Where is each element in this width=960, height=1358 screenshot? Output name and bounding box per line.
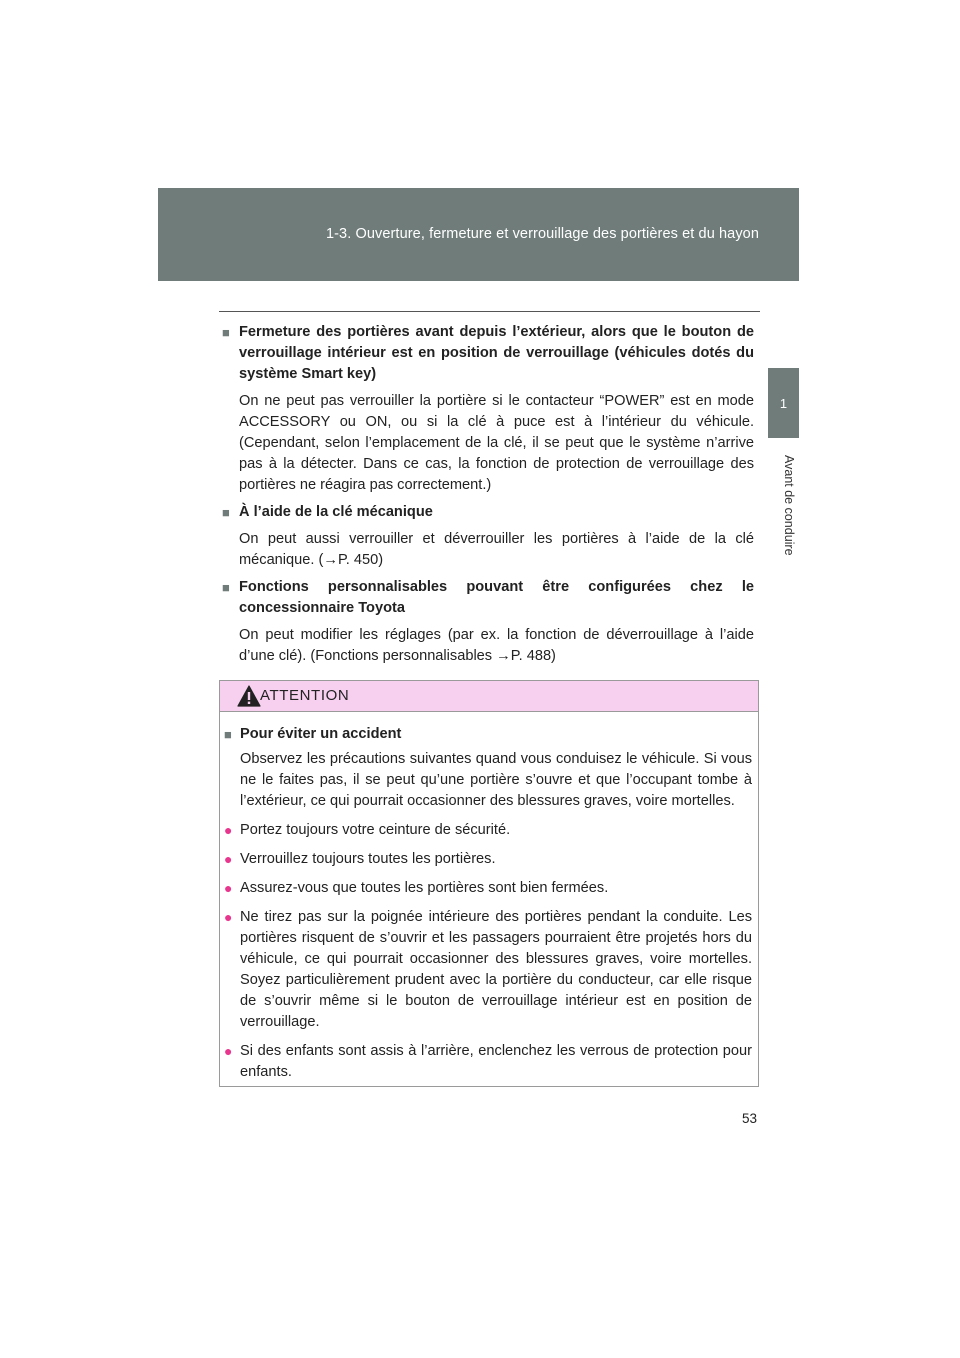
circle-bullet-icon: ● xyxy=(224,851,233,867)
top-divider xyxy=(219,311,760,312)
section-header-title: 1-3. Ouverture, fermeture et verrouillage des portières et du hayon xyxy=(325,226,759,242)
list-item: ● Verrouillez toujours toutes les portières. xyxy=(224,849,752,870)
section-body: On peut aussi verrouiller et déverrouiller les portières à l’aide de la clé mécanique. (→P. 450) xyxy=(239,531,754,568)
warning-box xyxy=(219,680,759,1087)
section-heading: ■ À l’aide de la clé mécanique xyxy=(222,502,754,523)
warning-title: ATTENTION xyxy=(260,687,350,704)
circle-bullet-icon: ● xyxy=(224,880,233,896)
square-icon: ■ xyxy=(224,727,232,742)
page-number: 53 xyxy=(742,1111,758,1126)
main-content xyxy=(222,322,754,673)
list-item: ● Ne tirez pas sur la poignée intérieure des portières pendant la conduite. Les portières risquent de s’ouvrir et les passagers pourraient être projetés hors du véhicule, ce qui pourrait occasionner des blessures graves, voire mortelles. Soyez particulièrement prudent avec la portière du conducteur, car elle risque de s’ouvrir même si le bouton de verrouillage intérieur est en position de verrouillage. xyxy=(224,907,752,1033)
circle-bullet-icon: ● xyxy=(224,1043,233,1059)
section-body: On ne peut pas verrouiller la portière si le contacteur “POWER” est en mode ACCESSORY ou ON, ou si la clé à puce est à l’intérieur du véhicule. (Cependant, selon l’emplacement de la clé, il se peut que le système n’arrive pas à la détecter. Dans ce cas, la fonction de protection de verrouillage des portières ne réagira pas correctement.) xyxy=(239,393,754,493)
warning-subheading: ■ Pour éviter un accident xyxy=(224,724,752,745)
section-closing-front-doors xyxy=(222,322,754,496)
list-item: ● Si des enfants sont assis à l’arrière, enclenchez les verrous de protection pour enfants. xyxy=(224,1041,752,1083)
square-icon: ■ xyxy=(222,580,230,595)
section-body: On peut modifier les réglages (par ex. la fonction de déverrouillage à l’aide d’une clé). (Fonctions personnalisables →P. 488) xyxy=(239,627,754,664)
square-icon: ■ xyxy=(222,325,230,340)
list-item: ● Assurez-vous que toutes les portières sont bien fermées. xyxy=(224,878,752,899)
warning-triangle-icon xyxy=(237,685,261,707)
chapter-label: Avant de conduire xyxy=(782,454,796,556)
circle-bullet-icon: ● xyxy=(224,822,233,838)
chapter-number: 1 xyxy=(779,395,788,411)
warning-body xyxy=(220,712,758,1083)
section-heading: ■ Fonctions personnalisables pouvant être configurées chez le concessionnaire Toyota xyxy=(222,577,754,619)
section-customizable-functions xyxy=(222,577,754,667)
circle-bullet-icon: ● xyxy=(224,909,233,925)
chapter-tab xyxy=(768,368,799,438)
warning-header xyxy=(220,681,758,712)
list-item: ● Portez toujours votre ceinture de sécurité. xyxy=(224,820,752,841)
section-mechanical-key xyxy=(222,502,754,571)
square-icon: ■ xyxy=(222,505,230,520)
warning-intro: Observez les précautions suivantes quand vous conduisez le véhicule. Si vous ne le faites pas, il se peut qu’une portière s’ouvre et que l’occupant tombe à l’extérieur, ce qui pourrait occasionner des blessures graves, voire mortelles. xyxy=(240,751,752,809)
header-band xyxy=(158,188,799,281)
section-heading: ■ Fermeture des portières avant depuis l’extérieur, alors que le bouton de verrouillage intérieur est en position de verrouillage (véhicules dotés du système Smart key) xyxy=(222,322,754,385)
